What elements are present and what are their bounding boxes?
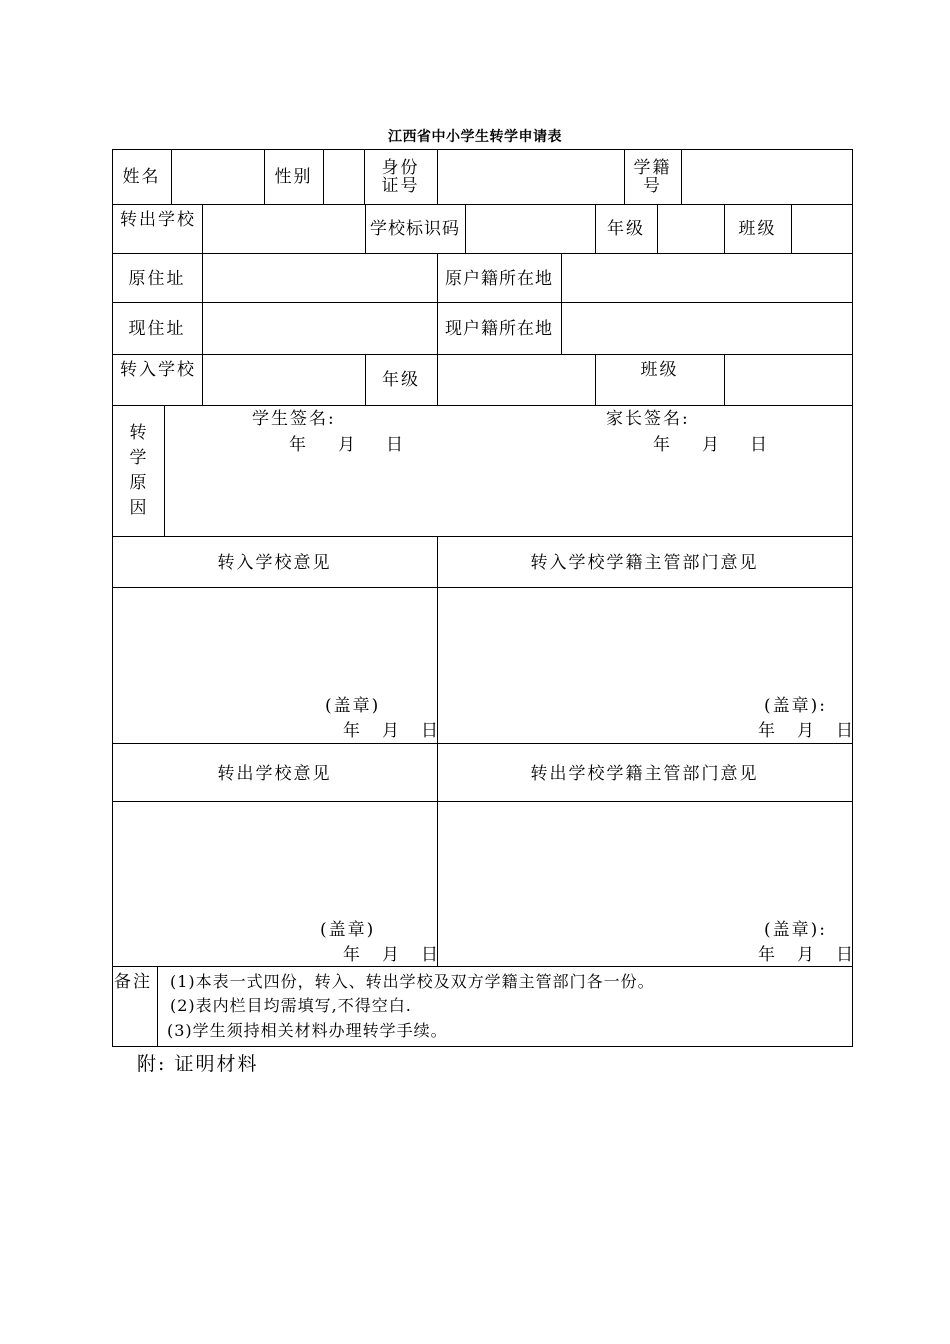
id-number-field[interactable]	[438, 150, 623, 203]
out-authority-opinion-field[interactable]	[438, 802, 851, 965]
student-signature-label: 学生签名:	[252, 409, 336, 429]
parent-signature-label: 家长签名:	[606, 409, 690, 429]
page-title: 江西省中小学生转学申请表	[388, 129, 562, 145]
out-class-field[interactable]	[792, 205, 851, 252]
transfer-application-form: 姓名 性别 身份 证号 学籍 号 转出学校 学校标识码 年级 班级 原住址 原户籍所在地 现住址 现户籍所在地 转入学校 年级 班级 转 学 原 因 学生签名: 年 月 日 家长签名: 年 月 日 转入学校意见 转入学校学籍主管部门意见 (盖章) 年 月 日 (盖章): 年 月 日 转出学校意见 转出学校学籍主管部门意见 (盖章) 年 月 日 (盖章): 年 月 日 备注 (1)本表一式四份，转入、转出学校及双方学籍主管部门各一份。 (2)表内栏目均需填写,不得空白. (3)学生须持相关材料办理转学手续。	[112, 149, 853, 1047]
note-item-2: (2)表内栏目均需填写,不得空白.	[170, 996, 412, 1015]
old-hukou-field[interactable]	[562, 254, 851, 301]
transfer-reason-label: 转 学 原 因	[129, 423, 147, 518]
out-class-label: 班级	[738, 219, 777, 239]
old-address-label: 原住址	[128, 269, 186, 289]
current-hukou-label: 现户籍所在地	[445, 319, 553, 339]
in-grade-label: 年级	[382, 370, 420, 390]
out-school-label: 转出学校	[120, 210, 196, 230]
school-code-label: 学校标识码	[370, 219, 460, 239]
current-hukou-field[interactable]	[562, 303, 851, 353]
gender-field[interactable]	[324, 150, 363, 203]
id-number-label: 身份 证号	[381, 158, 420, 196]
in-grade-field[interactable]	[438, 355, 594, 404]
appendix-label: 附: 证明材料	[137, 1053, 259, 1075]
in-class-field[interactable]	[725, 355, 851, 404]
in-class-label: 班级	[640, 360, 679, 380]
in-school-label: 转入学校	[120, 360, 196, 380]
in-authority-opinion-field[interactable]	[438, 588, 851, 742]
note-item-3: (3)学生须持相关材料办理转学手续。	[167, 1021, 448, 1040]
out-school-opinion-field[interactable]	[113, 802, 436, 965]
student-number-field[interactable]	[682, 150, 851, 203]
student-number-label: 学籍 号	[633, 158, 672, 196]
in-authority-stamp: (盖章):	[764, 696, 827, 716]
in-authority-opinion-heading: 转入学校学籍主管部门意见	[530, 553, 759, 573]
current-address-field[interactable]	[203, 303, 436, 353]
notes-label: 备注	[114, 972, 152, 992]
old-hukou-label: 原户籍所在地	[445, 269, 553, 289]
note-item-1: (1)本表一式四份，转入、转出学校及双方学籍主管部门各一份。	[170, 972, 655, 991]
out-school-field[interactable]	[203, 205, 364, 252]
out-school-opinion-heading: 转出学校意见	[217, 764, 332, 784]
current-address-label: 现住址	[128, 319, 186, 339]
in-school-stamp: (盖章)	[325, 696, 381, 716]
out-authority-opinion-heading: 转出学校学籍主管部门意见	[530, 764, 759, 784]
in-school-field[interactable]	[203, 355, 364, 404]
out-school-stamp: (盖章)	[320, 920, 376, 940]
out-authority-stamp: (盖章):	[764, 920, 827, 940]
in-school-opinion-heading: 转入学校意见	[217, 553, 332, 573]
out-grade-label: 年级	[607, 219, 645, 239]
out-grade-field[interactable]	[658, 205, 723, 252]
in-school-opinion-field[interactable]	[113, 588, 436, 742]
name-label: 姓名	[122, 167, 161, 187]
name-field[interactable]	[172, 150, 263, 203]
old-address-field[interactable]	[203, 254, 436, 301]
school-code-field[interactable]	[466, 205, 594, 252]
gender-label: 性别	[274, 167, 313, 187]
